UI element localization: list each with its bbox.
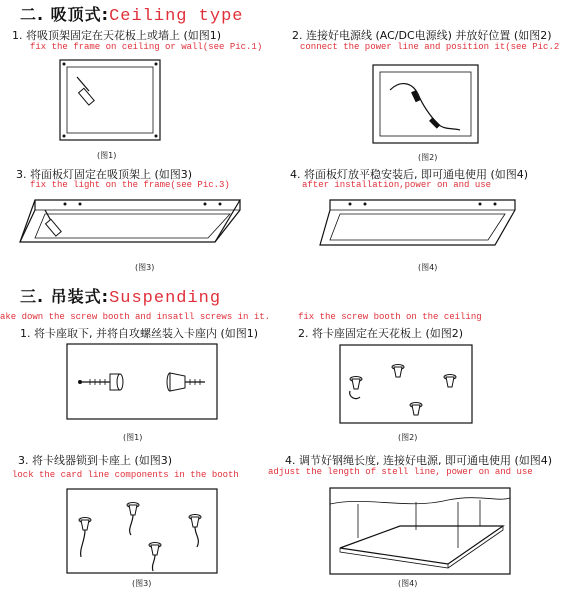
section-english-suspending: Suspending xyxy=(109,289,222,308)
ceiling-figure-1-caption: (图1) xyxy=(97,151,117,160)
suspending-step-2-text: 2. 将卡座固定在天花板上 (如图2) xyxy=(298,327,464,340)
ceiling-figure-4-caption: (图4) xyxy=(418,263,438,272)
ceiling-step-2-text: 2. 连接好电源线 (AC/DC电源线) 并放好位置 (如图2) xyxy=(292,29,552,42)
ceiling-step-2-english: connect the power line and position it(see Pic.2 xyxy=(300,42,560,52)
suspending-figure-4-caption: (图4) xyxy=(398,579,418,588)
suspending-figure-2 xyxy=(338,343,478,423)
ceiling-step-4-text: 4. 将面板灯放平稳安装后, 即可通电使用 (如图4) xyxy=(290,168,529,181)
suspending-figure-2-caption: (图2) xyxy=(398,433,418,442)
ceiling-step-3-text: 3. 将面板灯固定在吸顶架上 (如图3) xyxy=(16,168,193,181)
ceiling-figure-2 xyxy=(368,60,488,150)
section-number-ceiling: 二. 吸顶式: xyxy=(20,5,110,24)
ceiling-figure-3-caption: (图3) xyxy=(135,263,155,272)
suspending-step-1-text: 1. 将卡座取下, 并将自攻螺丝装入卡座内 (如图1) xyxy=(20,327,259,340)
ceiling-step-3-english: fix the light on the frame(see Pic.3) xyxy=(30,180,230,190)
ceiling-figure-3 xyxy=(25,190,255,260)
ceiling-step-4-english: after installation,power on and use xyxy=(302,180,492,190)
suspending-step-3-text: 3. 将卡线器锁到卡座上 (如图3) xyxy=(18,454,173,467)
section-title-ceiling xyxy=(20,2,243,26)
suspending-step-4-english: adjust the length of stell line, power on and use xyxy=(268,467,533,477)
suspending-figure-1-caption: (图1) xyxy=(123,433,143,442)
suspending-step-2-english: fix the screw booth on the ceiling xyxy=(298,312,482,322)
suspending-step-1-english: ake down the screw booth and insatll screws in it. xyxy=(0,312,271,322)
suspending-figure-1 xyxy=(65,342,225,422)
ceiling-figure-1 xyxy=(55,55,175,145)
suspending-step-4-text: 4. 调节好钢绳长度, 连接好电源, 即可通电使用 (如图4) xyxy=(285,454,553,467)
ceiling-figure-2-caption: (图2) xyxy=(418,153,438,162)
suspending-figure-4 xyxy=(328,486,518,576)
section-english-ceiling: Ceiling type xyxy=(109,7,244,26)
suspending-step-3-english: lock the card line components in the booth xyxy=(12,470,239,480)
ceiling-step-1-english: fix the frame on ceiling or wall(see Pic.1) xyxy=(30,42,263,52)
ceiling-step-1-text: 1. 将吸顶架固定在天花板上或墙上 (如图1) xyxy=(12,29,222,42)
section-number-suspending: 三. 吊装式: xyxy=(20,287,110,306)
suspending-figure-3-caption: (图3) xyxy=(132,579,152,588)
ceiling-figure-4 xyxy=(325,190,525,260)
suspending-figure-3 xyxy=(65,487,225,575)
section-title-suspending xyxy=(20,284,221,308)
